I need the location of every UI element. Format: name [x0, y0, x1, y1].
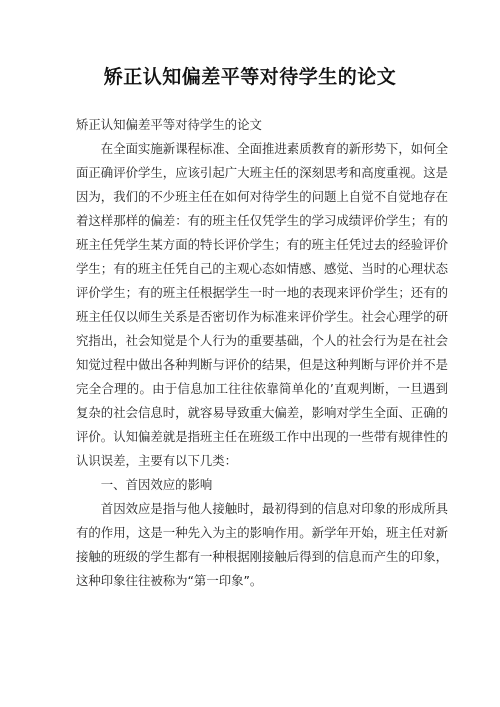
document-body — [76, 113, 448, 593]
document-subtitle: 矫正认知偏差平等对待学生的论文 — [76, 117, 262, 132]
paragraph-2: 首因效应是指与他人接触时，最初得到的信息对印象的形成所具有的作用，这是一种先入为主的影响作用。新学年开始，班主任对新接触的班级的学生都有一种根据刚接触后得到的信息而产生的印象，这种印象往往被称为“第一印象”。 — [76, 501, 448, 588]
paragraph-1: 在全面实施新课程标准、全面推进素质教育的新形势下，如何全面正确评价学生，应该引起广大班主任的深刻思考和高度重视。这是因为，我们的不少班主任在如何对待学生的问题上自觉不自觉地存在着这样那样的偏差：有的班主任仅凭学生的学习成绩评价学生；有的班主任凭学生某方面的特长评价学生；有的班主任凭过去的经验评价学生；有的班主任凭自己的主观心态如情感、感觉、当时的心理状态评价学生；有的班主任根据学生一时一地的表现来评价学生；还有的班主任仅以师生关系是否密切作为标准来评价学生。社会心理学的研究指出，社会知觉是个人行为的重要基础，个人的社会行为是在社会知觉过程中做出各种判断与评价的结果，但是这种判断与评价并不是完全合理的。由于信息加工往往依靠简单化的’直观判断，一旦遇到复杂的社会信息时，就容易导致重大偏差，影响对学生全面、正确的评价。认知偏差就是指班主任在班级工作中出现的一些带有规律性的认识误差，主要有以下几类： — [76, 141, 448, 468]
section-1-heading: 一、首因效应的影响 — [100, 477, 213, 492]
document-title: 矫正认知偏差平等对待学生的论文 — [103, 66, 397, 88]
